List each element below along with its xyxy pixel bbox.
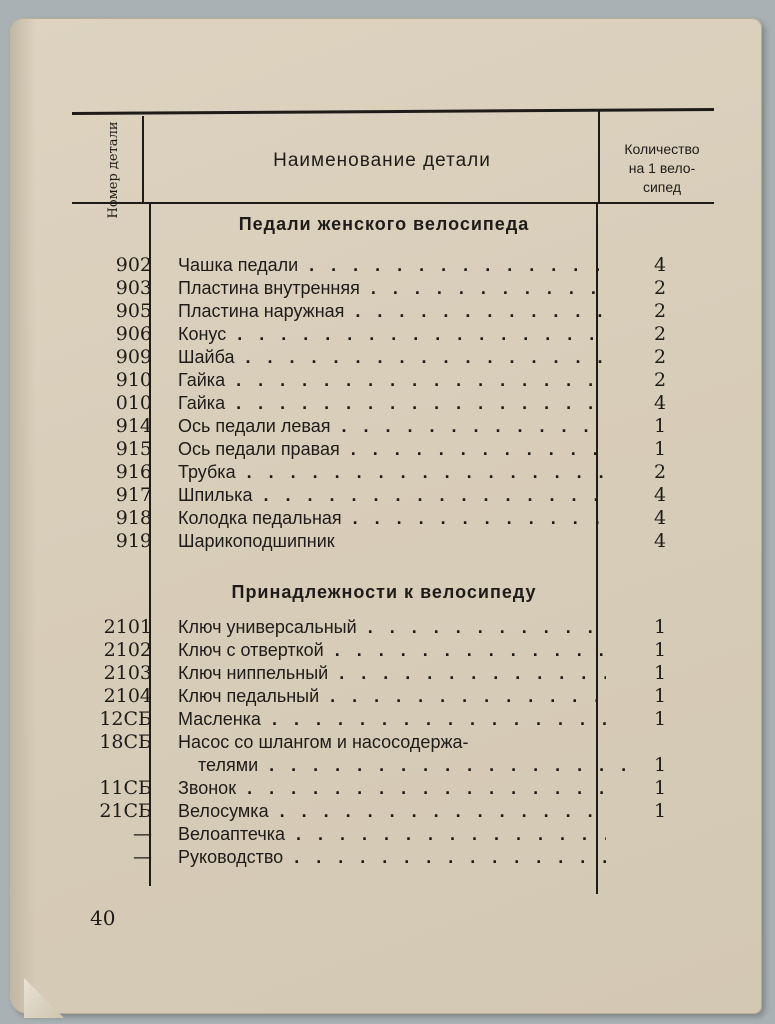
- table-row: [10, 437, 762, 461]
- part-name: Ось педали правая . . .: [178, 437, 606, 461]
- part-quantity: 2: [653, 277, 667, 299]
- table-row: [10, 483, 762, 507]
- table-row: [10, 322, 762, 346]
- part-name: Ключ педальный . . .: [178, 684, 606, 708]
- part-name: Пластина наружная . . .: [178, 299, 606, 323]
- table-row: [10, 276, 762, 300]
- part-quantity: 4: [653, 507, 667, 529]
- part-number: 910: [115, 369, 152, 391]
- table-row: [10, 506, 762, 530]
- folded-corner: [24, 978, 64, 1018]
- part-quantity: 1: [653, 708, 667, 730]
- column-header-number: Номер детали: [106, 121, 121, 219]
- part-number: 902: [115, 254, 152, 276]
- part-name: Насос со шлангом и насосодержа-: [178, 732, 469, 752]
- table-row: [10, 391, 762, 415]
- part-quantity: 2: [653, 300, 667, 322]
- part-name: Колодка педальная . . .: [178, 506, 606, 530]
- part-name: Трубка . . .: [178, 460, 606, 484]
- part-quantity: 1: [653, 800, 667, 822]
- table-row: [10, 845, 762, 869]
- table-row: [10, 799, 762, 823]
- part-name: Звонок . . .: [178, 776, 606, 800]
- part-number: 909: [115, 346, 152, 368]
- table-row: [10, 345, 762, 369]
- part-number: 903: [115, 277, 152, 299]
- part-number: 2101: [103, 616, 152, 638]
- qty-label-line-1: Количество: [624, 141, 700, 157]
- table-row: [10, 822, 762, 846]
- part-quantity: 1: [653, 777, 667, 799]
- part-quantity: 1: [653, 415, 667, 437]
- part-name: Пластина внутренняя . . .: [178, 276, 606, 300]
- table-row: [10, 615, 762, 639]
- table-row: [10, 460, 762, 484]
- part-number: 914: [115, 415, 152, 437]
- column-header-name: Наименование детали: [273, 150, 491, 171]
- part-name: Ключ универсальный . . .: [178, 615, 606, 639]
- table-row: [10, 414, 762, 438]
- part-number: 916: [115, 461, 152, 483]
- table-row: [10, 661, 762, 685]
- part-quantity: 1: [653, 662, 667, 684]
- part-name: Руководство . . .: [178, 845, 606, 869]
- part-number: 11СБ: [99, 777, 152, 799]
- part-quantity: 1: [653, 438, 667, 460]
- table-row: [10, 684, 762, 708]
- part-number: 21СБ: [99, 800, 152, 822]
- section-title: Принадлежности к велосипеду: [231, 582, 537, 602]
- part-number: —: [133, 823, 152, 845]
- table-top-rule: [72, 108, 714, 115]
- part-name: Шпилька . . .: [178, 483, 606, 507]
- part-quantity: 1: [653, 639, 667, 661]
- part-name: Ось педали левая . . .: [178, 414, 606, 438]
- part-quantity: 4: [653, 484, 667, 506]
- part-number: 918: [115, 507, 152, 529]
- qty-label-line-2: на 1 вело-: [628, 160, 696, 176]
- table-row: [10, 753, 762, 777]
- part-quantity: 1: [653, 616, 667, 638]
- part-name: Ключ ниппельный . . .: [178, 661, 606, 685]
- part-quantity: 2: [653, 369, 667, 391]
- part-quantity: 4: [653, 392, 667, 414]
- part-name: Чашка педали . . .: [178, 253, 606, 277]
- part-number: 917: [115, 484, 152, 506]
- part-quantity: 4: [653, 530, 667, 552]
- part-number: 12СБ: [99, 708, 152, 730]
- part-name: Шайба . . .: [178, 345, 606, 369]
- header-bottom-rule: [72, 202, 714, 204]
- part-quantity: 4: [653, 254, 667, 276]
- part-name: Шарикоподшипник: [178, 531, 335, 551]
- part-number: 905: [115, 300, 152, 322]
- part-number: —: [133, 846, 152, 868]
- part-number: 2102: [103, 639, 152, 661]
- part-name: Конус . . .: [178, 322, 606, 346]
- table-row: [10, 368, 762, 392]
- table-row: [10, 707, 762, 731]
- part-name: Ключ с отверткой . . .: [178, 638, 606, 662]
- table-row: [10, 730, 762, 754]
- part-name: телями . . .: [198, 753, 626, 777]
- section-title: Педали женского велосипеда: [238, 214, 530, 234]
- part-name: Велоаптечка . . .: [178, 822, 606, 846]
- part-name: Велосумка . . .: [178, 799, 606, 823]
- part-name: Масленка . . .: [178, 707, 606, 731]
- part-quantity: 2: [653, 346, 667, 368]
- part-number: 18СБ: [99, 731, 152, 753]
- book-page: [10, 18, 762, 1014]
- part-number: 919: [115, 530, 152, 552]
- table-row: [10, 638, 762, 662]
- table-row: [10, 299, 762, 323]
- table-row: [10, 253, 762, 277]
- part-quantity: 1: [653, 685, 667, 707]
- part-number: 010: [115, 392, 152, 414]
- part-quantity: 1: [653, 754, 667, 776]
- part-name: Гайка . . .: [178, 391, 606, 415]
- part-number: 2103: [103, 662, 152, 684]
- part-name: Гайка . . .: [178, 368, 606, 392]
- part-number: 2104: [103, 685, 152, 707]
- page-number: 40: [90, 906, 116, 930]
- part-quantity: 2: [653, 323, 667, 345]
- part-quantity: 2: [653, 461, 667, 483]
- table-row: [10, 529, 762, 553]
- part-number: 915: [115, 438, 152, 460]
- table-row: [10, 776, 762, 800]
- part-number: 906: [115, 323, 152, 345]
- column-header-quantity: [610, 140, 714, 197]
- qty-label-line-3: сипед: [642, 179, 682, 195]
